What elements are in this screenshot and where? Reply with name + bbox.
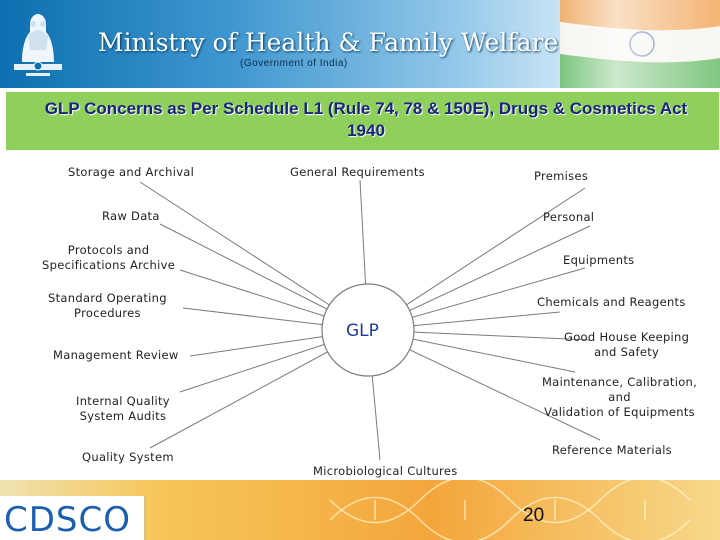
node-personal: Personal (543, 210, 595, 224)
node-protocols-specifications (42, 243, 175, 273)
page-number: 20 (523, 505, 545, 526)
slide-title-line-1: GLP Concerns as Per Schedule L1 (Rule 74, 78 & 150E), Drugs & Cosmetics Act (44, 99, 688, 118)
ministry-title: Ministry of Health & Family Welfare (98, 28, 559, 57)
node-raw-data: Raw Data (102, 209, 160, 223)
node-management-review: Management Review (53, 348, 179, 362)
cdsco-logo: CDSCO (4, 500, 132, 540)
node-quality-system: Quality System (82, 450, 174, 464)
node-standard-operating-procedures (48, 291, 167, 321)
node-maintenance-calibration (542, 375, 697, 420)
node-reference-materials: Reference Materials (552, 443, 672, 457)
node-storage-archival: Storage and Archival (68, 165, 195, 179)
node-sop-line-2: Procedures (74, 306, 141, 320)
node-protocols-line-1: Protocols and (67, 243, 150, 257)
government-subtitle: (Government of India) (240, 58, 348, 69)
slide-title-line-2: 1940 (347, 121, 385, 140)
node-housekeeping-line-2: and Safety (594, 345, 660, 359)
node-maintenance-line-2: and (608, 390, 631, 404)
node-good-house-keeping (564, 330, 689, 360)
node-chemicals-reagents: Chemicals and Reagents (537, 295, 686, 309)
glp-center-label: GLP (346, 321, 379, 341)
node-maintenance-line-3: Validation of Equipments (544, 405, 695, 419)
node-premises: Premises (534, 169, 589, 183)
node-equipments: Equipments (563, 253, 635, 267)
node-protocols-line-2: Specifications Archive (42, 258, 176, 272)
node-sop-line-1: Standard Operating (48, 291, 167, 305)
node-maintenance-line-1: Maintenance, Calibration, (542, 375, 698, 389)
node-general-requirements: General Requirements (290, 165, 425, 179)
node-audits-line-2: System Audits (79, 409, 167, 423)
node-audits-line-1: Internal Quality (76, 394, 170, 408)
node-microbiological-cultures: Microbiological Cultures (313, 464, 458, 478)
node-housekeeping-line-1: Good House Keeping (564, 330, 690, 344)
node-internal-quality-audits (76, 394, 170, 424)
